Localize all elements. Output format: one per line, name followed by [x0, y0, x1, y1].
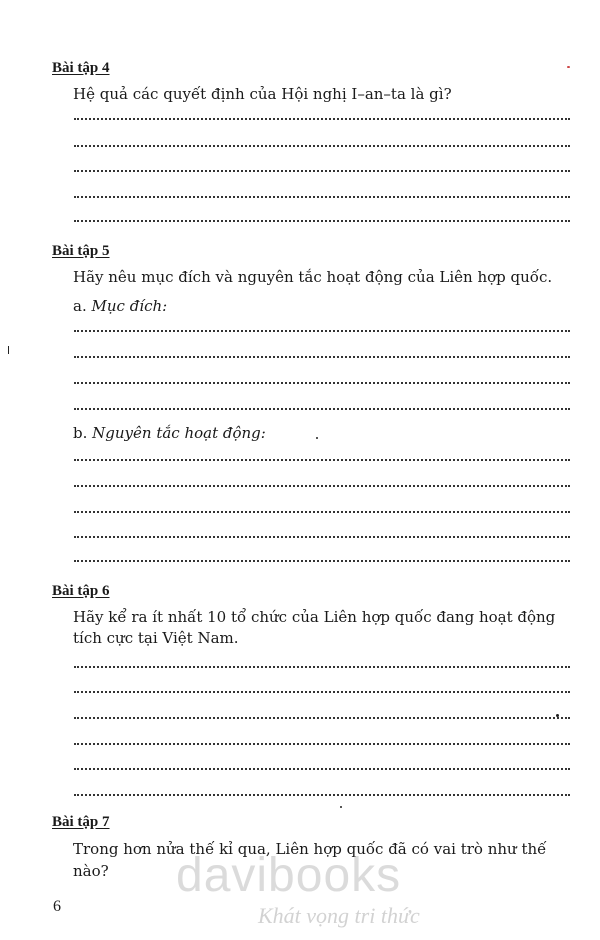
exercise-5-heading: Bài tập 5 [52, 243, 110, 259]
scan-speck [8, 346, 9, 354]
answer-line [74, 691, 570, 693]
answer-line [74, 196, 570, 198]
watermark-logo: davibooks [176, 849, 402, 902]
exercise-6-question-line-1: Hãy kể ra ít nhất 10 tổ chức của Liên hợp quốc đang hoạt động [73, 608, 556, 626]
page-number: 6 [53, 898, 61, 915]
exercise-4-question: Hệ quả các quyết định của Hội nghị I–an–ta là gì? [73, 85, 452, 103]
answer-line [74, 330, 570, 332]
answer-line [74, 768, 570, 770]
answer-line [74, 408, 570, 410]
answer-line [74, 459, 570, 461]
answer-line [74, 485, 570, 487]
scan-speck [316, 437, 318, 439]
answer-line [74, 220, 570, 222]
exercise-7-heading: Bài tập 7 [52, 814, 110, 830]
answer-line [74, 560, 570, 562]
answer-line [74, 511, 570, 513]
answer-line [74, 794, 570, 796]
part-b-label: Nguyên tắc hoạt động: [92, 424, 266, 442]
answer-line [74, 743, 570, 745]
exercise-5-part-b [73, 424, 266, 442]
scan-speck [340, 806, 342, 808]
answer-line [74, 666, 570, 668]
exercise-5-part-a [73, 297, 167, 315]
exercise-6-question-line-2: tích cực tại Việt Nam. [73, 629, 239, 647]
answer-line [74, 536, 570, 538]
answer-line [74, 717, 570, 719]
answer-line [74, 145, 570, 147]
part-a-label: Mục đích: [91, 297, 168, 315]
exercise-6-heading: Bài tập 6 [52, 583, 110, 599]
answer-line [74, 356, 570, 358]
exercise-4-heading: Bài tập 4 [52, 60, 110, 76]
scan-speck [567, 66, 570, 68]
scan-speck [556, 714, 559, 717]
answer-line [74, 382, 570, 384]
exercise-7-question-line-1: Trong hơn nửa thế kỉ qua, Liên hợp quốc đã có vai trò như thế [73, 840, 547, 858]
part-a-letter: a. [73, 297, 87, 315]
exercise-7-question-line-2: nào? [73, 862, 109, 880]
part-b-letter: b. [73, 424, 88, 442]
answer-line [74, 170, 570, 172]
watermark-slogan: Khát vọng tri thức [258, 903, 420, 928]
answer-line [74, 118, 570, 120]
exercise-5-question: Hãy nêu mục đích và nguyên tắc hoạt động của Liên hợp quốc. [73, 268, 553, 286]
